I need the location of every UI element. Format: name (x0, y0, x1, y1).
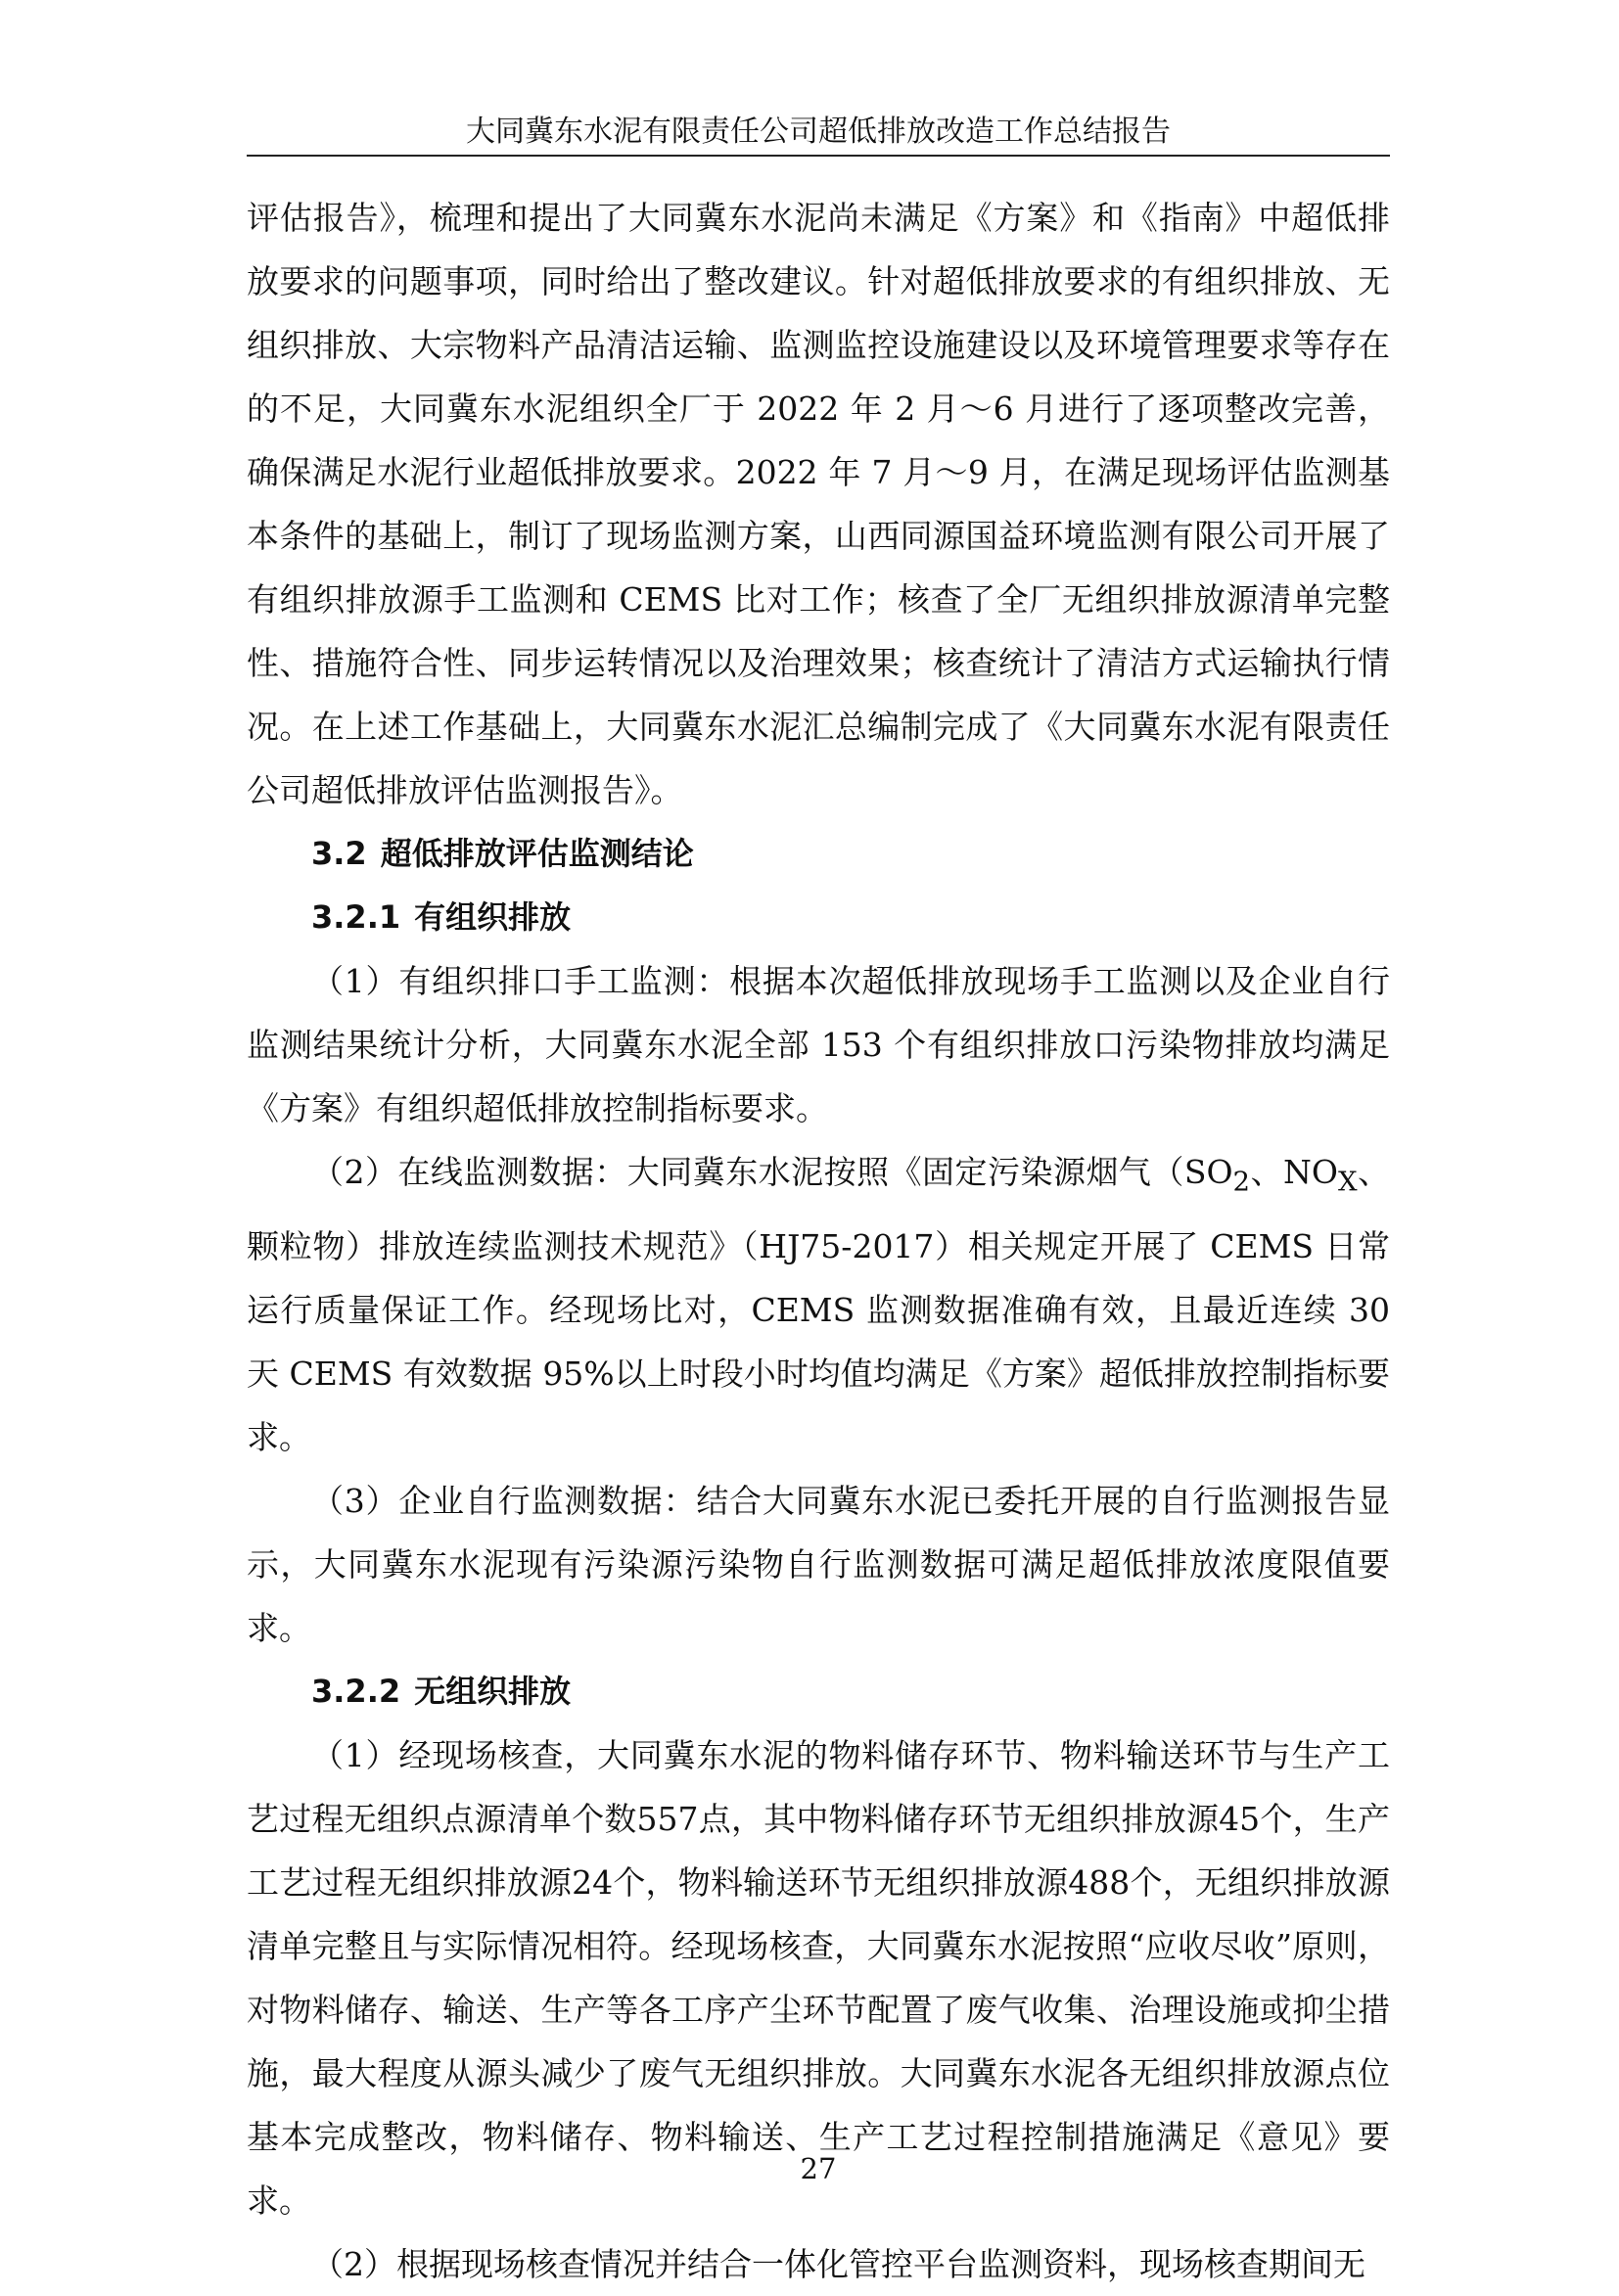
section-number: 3.2.2 (311, 1672, 401, 1710)
text-segment: 、颗粒物）排放连续监测技术规范》（HJ75-2017）相关规定开展了 CEMS 日常运行质量保证工作。经现场比对，CEMS 监测数据准确有效，且最近连续 30 天 CEMS 有效数据 95%以上时段小时均值均满足《方案》超低排放控制指标要求。 (247, 1153, 1390, 1456)
section-heading-3-2 (247, 822, 1390, 886)
section-title: 无组织排放 (414, 1672, 572, 1710)
section-heading-3-2-1 (247, 886, 1390, 949)
document-body (247, 186, 1390, 2296)
section-number: 3.2.1 (311, 898, 401, 936)
page-number: 27 (800, 2152, 837, 2185)
paragraph-self-monitoring: （3）企业自行监测数据：结合大同冀东水泥已委托开展的自行监测报告显示，大同冀东水泥现有污染源污染物自行监测数据可满足超低排放浓度限值要求。 (247, 1481, 1390, 1647)
paragraph-continuation: 评估报告》，梳理和提出了大同冀东水泥尚未满足《方案》和《指南》中超低排放要求的问题事项，同时给出了整改建议。针对超低排放要求的有组织排放、无组织排放、大宗物料产品清洁运输、监测监控设施建设以及环境管理要求等存在的不足，大同冀东水泥组织全厂于 2022 年 2 月～6 月进行了逐项整改完善，确保满足水泥行业超低排放要求。2022 年 7 月～9 月，在满足现场评估监测基本条件的基础上，制订了现场监测方案，山西同源国益环境监测有限公司开展了有组织排放源手工监测和 CEMS 比对工作；核查了全厂无组织排放源清单完整性、措施符合性、同步运转情况以及治理效果；核查统计了清洁方式运输执行情况。在上述工作基础上，大同冀东水泥汇总编制完成了《大同冀东水泥有限责任公司超低排放评估监测报告》。 (247, 199, 1390, 809)
paragraph-fugitive-platform: （2）根据现场核查情况并结合一体化管控平台监测资料，现场核查期间无 (311, 2244, 1365, 2283)
paragraph-online-monitoring (247, 1140, 1390, 1469)
subscript-2: 2 (1232, 1166, 1251, 1198)
paragraph-fugitive-inspection: （1）经现场核查，大同冀东水泥的物料储存环节、物料输送环节与生产工艺过程无组织点源清单个数557点，其中物料储存环节无组织排放源45个，生产工艺过程无组织排放源24个，物料输送环节无组织排放源488个，无组织排放源清单完整且与实际情况相符。经现场核查，大同冀东水泥按照“应收尽收”原则，对物料储存、输送、生产等各工序产尘环节配置了废气收集、治理设施或抑尘措施，最大程度从源头减少了废气无组织排放。大同冀东水泥各无组织排放源点位基本完成整改，物料储存、物料输送、生产工艺过程控制措施满足《意见》要求。 (247, 1735, 1390, 2220)
text-segment: （2）在线监测数据：大同冀东水泥按照《固定污染源烟气（SO (311, 1153, 1233, 1191)
section-heading-3-2-2 (247, 1660, 1390, 1723)
section-title: 有组织排放 (414, 898, 572, 936)
subscript-x: X (1337, 1166, 1358, 1198)
paragraph-manual-monitoring: （1）有组织排口手工监测：根据本次超低排放现场手工监测以及企业自行监测结果统计分析，大同冀东水泥全部 153 个有组织排放口污染物排放均满足《方案》有组织超低排放控制指标要求。 (247, 962, 1390, 1127)
section-number: 3.2 (311, 835, 367, 872)
section-title: 超低排放评估监测结论 (380, 835, 694, 872)
page-header: 大同冀东水泥有限责任公司超低排放改造工作总结报告 (247, 110, 1390, 157)
text-segment: 、NO (1250, 1153, 1338, 1191)
